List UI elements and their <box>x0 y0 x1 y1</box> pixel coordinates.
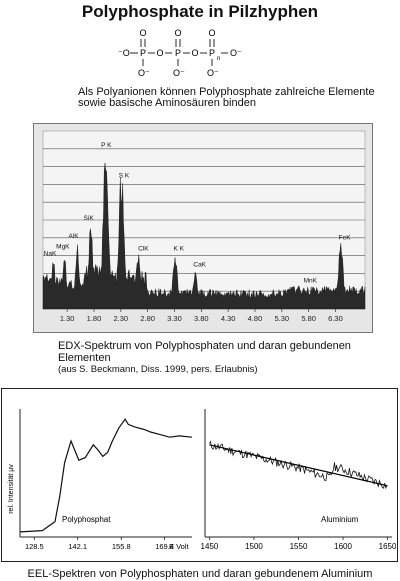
edx-tick-label: 4.80 <box>247 314 263 323</box>
edx-peak-label: K K <box>173 245 185 253</box>
aluminium-fit-line <box>209 445 387 486</box>
eels-xlabel: E Volt <box>169 542 189 551</box>
edx-caption <box>58 340 398 376</box>
edx-peak-label: CaK <box>193 261 207 269</box>
eels-right-tick-label: 1650 <box>378 542 396 551</box>
edx-caption-title: EDX-Spektrum von Polyphosphaten und daran gebundenen Elementen <box>58 340 351 364</box>
formula-atom: O⁻ <box>207 68 219 78</box>
edx-tick-label: 3.80 <box>194 314 209 323</box>
aluminium-series-label: Aluminium <box>321 515 359 524</box>
intro-line: Als Polyanionen können Polyphosphate zahlreiche Elemente <box>78 86 375 98</box>
formula-atom: O <box>139 28 147 38</box>
eels-ylabel: rel. Intensität µv <box>8 464 15 514</box>
eels-panel <box>1 388 398 562</box>
eels-left-tick-label: 155.8 <box>111 542 131 551</box>
edx-peak-label: P K <box>101 142 112 150</box>
formula-atom: P <box>139 48 147 58</box>
eels-right-tick-label: 1600 <box>334 542 352 551</box>
eels-right-tick-label: 1500 <box>245 542 263 551</box>
formula-atom: P <box>174 48 182 58</box>
edx-tick-label: 6.30 <box>328 314 343 323</box>
edx-peak-label: MgK <box>56 243 70 251</box>
edx-peak-label: S K <box>118 172 130 180</box>
edx-peak-label: FeK <box>338 234 351 242</box>
eels-left-tick-label: 142.1 <box>68 542 88 551</box>
polyphosphat-series-label: Polyphosphat <box>62 515 111 524</box>
edx-peak-label: ClK <box>138 245 149 253</box>
edx-caption-source: (aus S. Beckmann, Diss. 1999, pers. Erlaubnis) <box>58 364 258 375</box>
edx-tick-label: 3.30 <box>167 314 182 323</box>
edx-tick-label: 1.80 <box>86 314 102 323</box>
formula-atom: P <box>208 48 216 58</box>
formula-subscript: n <box>217 56 221 62</box>
intro-line: sowie basische Aminosäuren binden <box>78 97 256 109</box>
edx-peak-label: SiK <box>83 215 94 222</box>
eels-left-tick-label: 169.4 <box>155 542 174 551</box>
formula-atom: O <box>156 48 164 58</box>
eels-right-tick-label: 1450 <box>200 542 219 551</box>
edx-tick-label: 4.30 <box>220 314 236 323</box>
polyphosphate-formula <box>110 22 290 82</box>
formula-atom: O <box>191 48 199 58</box>
edx-peak-label: AlK <box>68 232 79 240</box>
edx-tick-label: 5.80 <box>301 314 316 323</box>
edx-tick-label: 2.30 <box>113 314 129 323</box>
eels-caption: EEL-Spektren von Polyphosphaten und daran gebundenem Aluminium <box>27 568 373 580</box>
page-title: Polyphosphate in Pilzhyphen <box>81 2 319 21</box>
formula-atom: O⁻ <box>230 48 242 58</box>
intro-text <box>78 87 398 109</box>
eels-right-tick-label: 1550 <box>289 542 308 551</box>
edx-tick-label: 2.80 <box>140 314 155 323</box>
formula-atom: ⁻O <box>118 48 130 58</box>
formula-atom: O⁻ <box>173 68 185 78</box>
formula-atom: O <box>208 28 216 38</box>
eels-spectra-chart <box>2 389 396 560</box>
edx-tick-label: 1.30 <box>59 314 75 323</box>
formula-atom: O <box>174 28 182 38</box>
edx-peak-label: MnK <box>303 277 317 285</box>
edx-spectrum-chart <box>33 123 373 333</box>
edx-tick-label: 5.30 <box>274 314 290 323</box>
edx-peak-label: NaK <box>43 250 57 258</box>
formula-atom: O⁻ <box>138 68 150 78</box>
eels-left-tick-label: 128.5 <box>24 542 44 551</box>
